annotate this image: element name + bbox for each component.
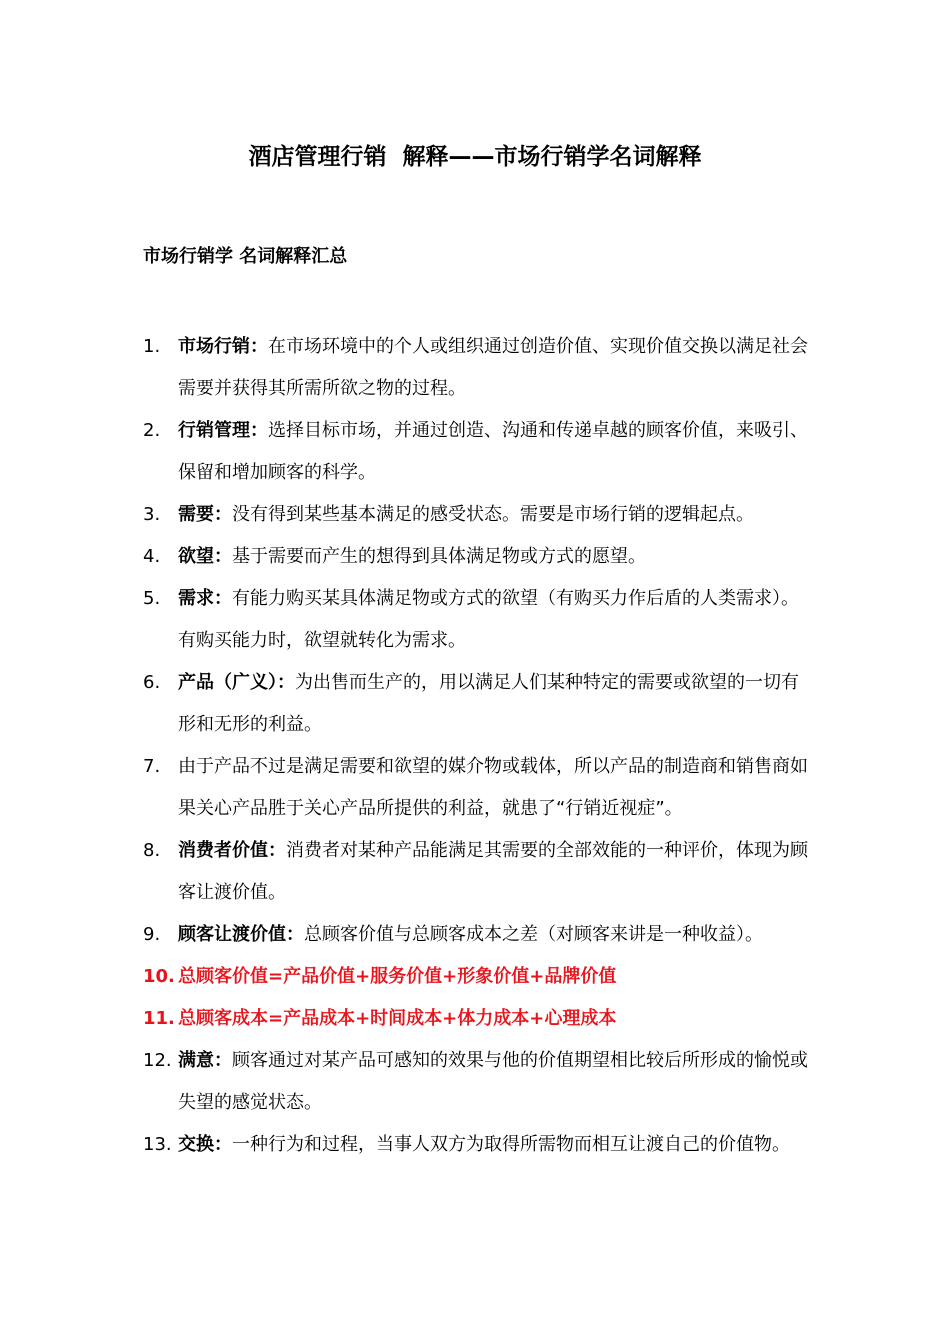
term-name: 需要：	[178, 504, 232, 525]
term-definition: 有能力购买某具体满足物或方式的欲望（有购买力作后盾的人类需求）。有购买能力时，欲望就转化为需求。	[178, 588, 799, 651]
list-item	[0, 746, 950, 830]
term-name: 交换：	[178, 1134, 232, 1155]
term-definition: 没有得到某些基本满足的感受状态。需要是市场行销的逻辑起点。	[232, 504, 754, 525]
list-item	[0, 662, 950, 746]
list-item	[0, 578, 950, 662]
item-number: 2.	[143, 420, 161, 441]
item-number: 13.	[143, 1134, 172, 1155]
list-item-highlight	[0, 956, 950, 998]
term-name: 满意：	[178, 1050, 232, 1071]
term-name: 产品（广义）：	[178, 672, 295, 693]
term-definition: 在市场环境中的个人或组织通过创造价值、实现价值交换以满足社会需要并获得其所需所欲之物的过程。	[178, 336, 808, 399]
item-number: 10.	[143, 966, 175, 987]
list-item	[0, 1040, 950, 1124]
term-name: 顾客让渡价值：	[178, 924, 304, 945]
term-definition: 消费者对某种产品能满足其需要的全部效能的一种评价，体现为顾客让渡价值。	[178, 840, 808, 903]
item-number: 7.	[143, 756, 161, 777]
item-number: 4.	[143, 546, 161, 567]
list-item	[0, 410, 950, 494]
list-item	[0, 494, 950, 536]
page-title: 酒店管理行销 解释——市场行销学名词解释	[248, 144, 702, 170]
section-title: 市场行销学 名词解释汇总	[143, 246, 348, 267]
term-name: 市场行销：	[178, 336, 268, 357]
term-definition: 总顾客价值与总顾客成本之差（对顾客来讲是一种收益）。	[304, 924, 763, 945]
list-item	[0, 914, 950, 956]
item-number: 6.	[143, 672, 161, 693]
list-item	[0, 536, 950, 578]
item-number: 12.	[143, 1050, 172, 1071]
item-number: 8.	[143, 840, 161, 861]
term-definition: 顾客通过对某产品可感知的效果与他的价值期望相比较后所形成的愉悦或失望的感觉状态。	[178, 1050, 808, 1113]
list-item	[0, 326, 950, 410]
list-item	[0, 1124, 950, 1166]
formula-text: 总顾客价值=产品价值+服务价值+形象价值+品牌价值	[178, 966, 617, 987]
term-name: 欲望：	[178, 546, 232, 567]
term-definition: 基于需要而产生的想得到具体满足物或方式的愿望。	[232, 546, 646, 567]
formula-text: 总顾客成本=产品成本+时间成本+体力成本+心理成本	[178, 1008, 617, 1029]
list-item-highlight	[0, 998, 950, 1040]
term-definition: 由于产品不过是满足需要和欲望的媒介物或载体，所以产品的制造商和销售商如果关心产品胜于关心产品所提供的利益，就患了“行销近视症”。	[178, 756, 808, 819]
term-definition: 一种行为和过程，当事人双方为取得所需物而相互让渡自己的价值物。	[232, 1134, 790, 1155]
term-name: 需求：	[178, 588, 232, 609]
item-number: 1.	[143, 336, 161, 357]
item-number: 11.	[143, 1008, 175, 1029]
term-list	[0, 326, 950, 1166]
term-definition: 为出售而生产的，用以满足人们某种特定的需要或欲望的一切有形和无形的利益。	[178, 672, 799, 735]
term-definition: 选择目标市场，并通过创造、沟通和传递卓越的顾客价值，来吸引、保留和增加顾客的科学。	[178, 420, 808, 483]
term-name: 行销管理：	[178, 420, 268, 441]
item-number: 5.	[143, 588, 161, 609]
item-number: 3.	[143, 504, 161, 525]
term-name: 消费者价值：	[178, 840, 286, 861]
item-number: 9.	[143, 924, 161, 945]
list-item	[0, 830, 950, 914]
